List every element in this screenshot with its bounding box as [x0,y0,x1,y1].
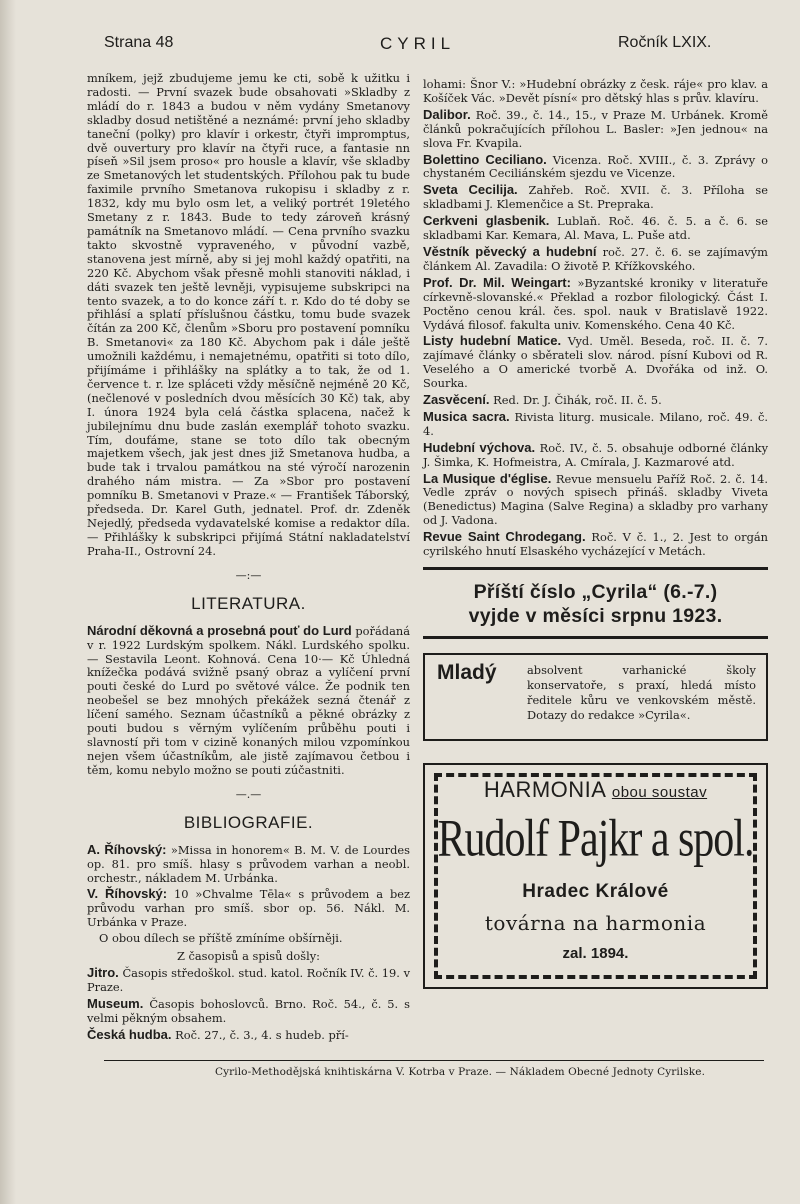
periodical-entry-title: Museum. [87,995,144,1011]
ad-company-name: Rudolf Pajkr a spol. [437,810,754,868]
literatura-heading: LITERATURA. [191,593,306,613]
harmonium-advertisement [423,763,768,989]
bib-entry-text: »Missa in honorem« B. M. V. de Lourdes op. 81. pro smíš. hlasy s průvodem varhan a neobl. orchestr., nákladem M. Urbánka. [87,842,410,885]
periodical-entry [423,334,768,391]
periodical-entry-title: La Musique d'église. [423,470,552,486]
ad-factory: továrna na harmonia [484,911,707,935]
periodical-entry [423,183,768,212]
left-column [87,72,410,1045]
periodical-entry-text: roč. 27. č. 6. se zajímavým článkem Al. Zavadila: O životě P. Křížkovského. [423,244,768,273]
periodical-entry-title: Dalibor. [423,106,471,122]
periodical-entry [423,214,768,243]
bib-entry [87,887,410,930]
literatura-entry-title: Národní děkovná a prosebná pouť do Lurd [87,622,352,638]
periodical-entry-title: Hudební výchova. [423,439,536,455]
literatura-entry [87,624,410,778]
divider [423,567,768,570]
periodical-entry-title: Bolettino Ceciliano. [423,151,547,167]
periodical-entry [423,108,768,151]
footer-rule [104,1060,764,1061]
periodical-entry-title: Musica sacra. [423,408,510,424]
page-header [0,34,800,60]
periodical-entry [423,245,768,274]
page-footer [0,1066,800,1078]
page-number: Strana 48 [104,34,174,51]
periodical-entry-text: Časopis bohoslovců. Brno. Roč. 54., č. 5. s velmi pěkným obsahem. [87,996,411,1025]
periodical-entry [87,966,410,995]
journal-title: CYRIL [380,34,456,53]
announcement-line: vyjde v měsíci srpnu 1923. [468,605,723,627]
periodical-entry-title: Revue Saint Chrodegang. [423,529,586,545]
literatura-entry-text: pořádaná v r. 1922 Lurdským spolkem. Nákl. Lurdského spolku. — Sestavila Leont. Kohnová. Cena 10·— Kč Úhledná knížečka podává svižně psaný obraz a vylíčení první pouti české do Lurd po světové válce. Že podnik ten neobešel se bez mnohých překážek sezná čtenář z líčení samého. Seznam účastníků a pěkné obrázky z pouti budou s věrným vylíčením průběhu pouti i slavností při tom v cizině konaných milou vzpomínkou nejen všem účastníkům, ale jistě zajímavou četbou i těm, komu nebylo možno se pouti zúčastniti. [87,623,410,777]
periodical-entry-text: Roč. 27., č. 3., 4. s hudeb. pří- [175,1027,349,1042]
periodical-entry [423,410,768,439]
bib-entry-text: 10 »Chvalme Tēla« s průvodem a bez průvodu varhan pro smíš. sbor op. 56. Nákl. M. Urbánka v Praze. [87,887,410,930]
next-issue-announcement [423,580,768,628]
ad-text: absolvent varhanické školy konservatoře, s praxí, hledá místo ředitele kůru ve venkovském městě. Dotazy do redakce »Cyrila«. [527,663,756,722]
periodical-entry-text: Red. Dr. J. Čihák, roč. II. č. 5. [493,393,662,408]
periodical-entry [423,153,768,182]
periodical-entry [423,393,768,408]
ad-founded: zal. 1894. [562,945,629,962]
periodical-entry-text: Zahřeb. Roč. XVII. č. 3. Příloha se skladbami J. Klemenčice a St. Prepraka. [423,183,768,212]
announcement-line: Příští číslo „Cyrila“ (6.-7.) [473,581,718,603]
periodical-entry-text: Vicenza. Roč. XVIII., č. 3. Zprávy o chystaném Ceciliánském sjezdu ve Vicenze. [423,152,769,181]
periodical-entry [423,472,768,529]
periodical-entry-title: Zasvěcení. [423,392,490,408]
periodical-entry-title: Cerkveni glasbenik. [423,213,550,229]
periodical-entry-text: Rivista liturg. musicale. Milano, roč. 49. č. 4. [423,409,768,438]
periodical-entry-text: Vyd. Uměl. Beseda, roč. II. č. 7. zajímavé články o sběrateli slov. národ. písní Kubovi od R. Veselého a O americké tvorbě A. Dvořáka od inž. O. Sourka. [423,334,769,391]
periodical-entry [87,997,410,1026]
periodical-entry-title: Věstník pěvecký a hudební [423,243,597,259]
periodical-entry-text: »Byzantské kroniky v literatuře církevně-slovanské.« Překlad a rozbor filologický. Část I. Poctěno cenou král. čes. spol. nauk v Bratislavě 1922. Vydává filosof. fakulta univ. Komenského. Cena 40 Kč. [423,275,768,332]
ad-headline: Mladý [437,661,497,684]
periodical-entry-text: Lublaň. Roč. 46. č. 5. a č. 6. se skladbami Kar. Kemara, Al. Mava, L. Puše atd. [423,214,768,243]
periodical-entry [87,1028,410,1043]
bib-entry-title: A. Říhovský: [87,841,167,857]
bibliografie-heading: BIBLIOGRAFIE. [183,812,314,832]
periodical-entry-title: Sveta Cecilija. [423,182,518,198]
ad-city: Hradec Králové [522,881,669,902]
ad-product-suffix: obou soustav [611,784,708,801]
divider [423,636,768,639]
imprint-text: Cyrilo-Methodějská knihtiskárna V. Kotrba v Praze. — Nákladem Obecné Jednoty Cyrilske. [214,1066,706,1078]
periodical-entry [423,276,768,333]
periodical-entry-text: Roč. IV., č. 5. obsahuje odborné články J. Šimka, K. Hofmeistra, A. Cmírala, J. Kazmarové atd. [423,440,769,469]
bib-note: O obou dílech se příště zmíníme obšírněji. [99,931,343,946]
page-edge-shadow [0,0,16,1204]
bib-entry [87,843,410,886]
separator: —:— [235,568,262,582]
separator: —.— [235,787,262,801]
smetana-subscription-text: mníkem, jejž zbudujeme jemu ke cti, sobě k užitku i radosti. — První svazek bude obsahovati »Skladby z mládí do r. 1843 a budou v něm vydány Smetanovy skladby dosud netištěné a neznámé: první jeho skladby taneční (polky) pro klavír i orkestr, čtyři impromptus, dvě ouvertury pro klavír na čtyři ruce, a fantasie nn píseň »Sil jsem proso« pro housle a klavír, vše skladby ze Smetanových let studentských. Přílohou pak tu bude faximile prvního Smetanova rukopisu i skladby z r. 1832, kdy mu bylo osm let, a veliký portrét 19letého Smetany z r. 1843. Bude to tedy zároveň krásný památník na Smetanovo mládí. — Cena prvního svazku takto skvostně vypraveného, v původní vazbě, stanovena jest mírně, aby si jej mohl každý opatřiti, na 220 Kč. Abychom však přesně mohli stanoviti náklad, i dáti svazek ten ještě levněji, vypisujeme subskripci na tento svazek, a to do konce září t. r. Kdo do té doby se přihlásí a splatí příslušnou částku, tomu bude svazek čítán za 200 Kč, členům »Sboru pro postavení pomníku B. Smetanovi« za 180 Kč. Abychom pak i dále ještě umožnili každému, i nemajetnému, opatřiti si toto dílo, přijímáme i přihlášky na splátky a to tak, že od 1. července t. r. lze spláceti vždy měsíčně nejméně 20 Kč, (nečlenové v posledních dvou měsících 30 Kč) tak, aby I. února 1924 byla celá částka splacena, načež k jubilejnímu dnu bude zaslán exemplář tohoto svazku. Tím, doufáme, stane se toto dílo tak obecným majetkem všech, jak jest dnes již Smetanova hudba, a bude tak i trvalou památkou na sté výročí narozenin drahého nám mistra. — Za »Sbor pro postavení pomníku B. Smetanovi v Praze.« — František Táborský, předseda. Dr. Karel Guth, jednatel. Prof. dr. Zdeněk Nejedlý, předseda vydavatelské komise a redaktor díla. — Přihlášky k subskripci přijímá Státní nakladatelství Praha-II., Ostrovní 24. [87,71,410,558]
ad-line [425,777,766,803]
periodical-entry-title: Prof. Dr. Mil. Weingart: [423,274,571,290]
ad-product: HARMONIA [483,777,606,802]
periodical-entry-text: Roč. V č. 1., 2. Jest to orgán cyrilského hnutí Elsaského vycházející v Metách. [423,530,769,559]
volume-number: Ročník LXIX. [618,34,712,51]
bib-entry-title: V. Říhovský: [87,886,168,902]
periodicals-heading: Z časopisů a spisů došly: [176,949,321,964]
periodical-entry-title: Česká hudba. [87,1026,172,1042]
job-advertisement [423,653,768,741]
periodical-entry-text: Časopis středoškol. stud. katol. Ročník IV. č. 19. v Praze. [87,966,411,994]
right-column [423,78,768,989]
periodical-entry-title: Jitro. [87,965,119,981]
periodical-entry-text: Roč. 39., č. 14., 15., v Praze M. Urbánek. Kromě článků pokračujících přílohou L. Basler: »Jen jednou« na slova Fr. Kvapila. [423,107,769,150]
periodical-entry-text: Revue mensuelu Paříž Roč. 2. č. 14. Vedle zpráv o nových spisech přináš. skladby Viveta (Benedictus) Magina (Salve Regina) a skladby pro varhany od J. Vadona. [423,471,768,528]
periodical-entry-title: Listy hudební Matice. [423,333,562,349]
periodical-continuation: lohami: Šnor V.: »Hudební obrázky z česk. ráje« pro klav. a Košíček Vác. »Devět písní« pro dětský hlas s prův. klavíru. [423,77,768,105]
periodical-entry [423,530,768,559]
periodical-entry [423,441,768,470]
